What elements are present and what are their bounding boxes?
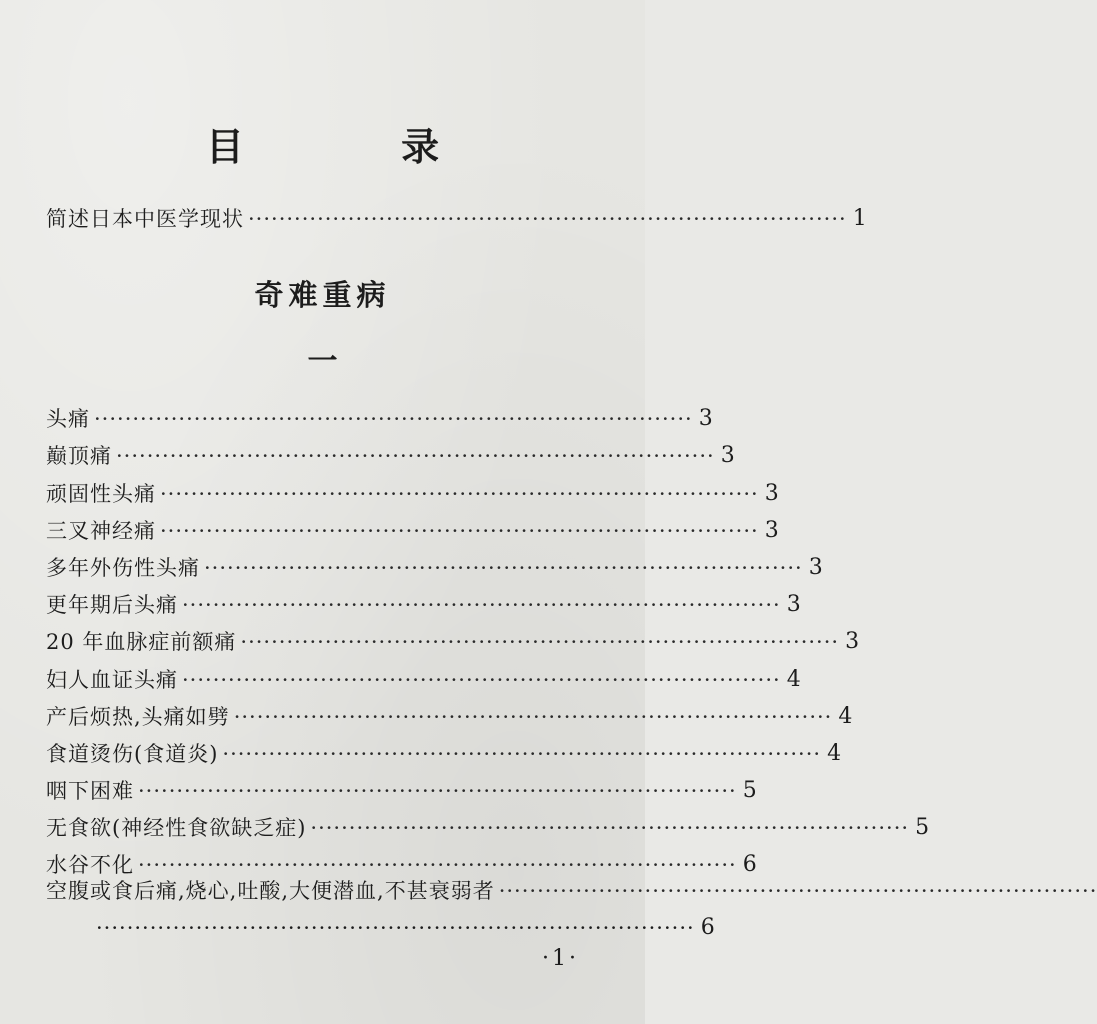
dot-leader: ·············································································· (310, 816, 910, 840)
toc-entry-label: 巅顶痛 (46, 444, 112, 468)
toc-entry[interactable] (46, 770, 757, 806)
toc-entry-label: 头痛 (46, 407, 90, 431)
toc-page-number: 3 (720, 443, 735, 468)
toc-page-number: 1 (852, 206, 867, 231)
toc-entry[interactable] (46, 696, 853, 732)
toc-entry-label: 20 年血脉症前额痛 (46, 630, 237, 654)
toc-entry-label: 妇人血证头痛 (46, 668, 178, 692)
toc-entry[interactable] (46, 435, 735, 471)
toc-page-number: 3 (786, 592, 801, 617)
toc-entry-continuation[interactable] (96, 904, 715, 940)
toc-entry-multiline[interactable] (46, 870, 1097, 906)
toc-entry[interactable] (46, 398, 713, 434)
dot-leader: ·············································································· (248, 207, 847, 231)
toc-entry-label: 三叉神经痛 (46, 519, 156, 543)
dot-leader: ·············································································· (182, 668, 781, 692)
toc-entry-label: 产后烦热,头痛如劈 (46, 705, 230, 729)
page-title: 目 录 (205, 124, 512, 169)
dot-leader: ·············································································· (233, 705, 833, 729)
toc-entry-label: 食道烫伤(食道炎) (46, 742, 219, 766)
toc-entry-label: 水谷不化 (46, 853, 134, 877)
toc-entry-label: 无食欲(神经性食欲缺乏症) (46, 816, 307, 840)
toc-entry-label: 简述日本中医学现状 (46, 207, 244, 231)
toc-page-number: 3 (845, 629, 860, 654)
toc-entry[interactable] (46, 807, 930, 843)
toc-entry[interactable] (46, 659, 801, 695)
section-number: 一 (307, 344, 338, 379)
toc-page-number: 6 (742, 852, 757, 877)
toc-entry-label: 多年外伤性头痛 (46, 556, 200, 580)
dot-leader: ·············································································· (138, 853, 737, 877)
dot-leader: ·············································································· (182, 593, 781, 617)
toc-page-number: 5 (742, 778, 757, 803)
toc-page-number: 4 (838, 704, 853, 729)
dot-leader: ·············································································· (116, 444, 715, 468)
toc-entry[interactable] (46, 547, 823, 583)
toc-entry-label: 更年期后头痛 (46, 593, 178, 617)
dot-leader: ·············································································· (240, 630, 840, 654)
toc-entry-label: 顽固性头痛 (46, 482, 156, 506)
toc-entry[interactable] (46, 584, 801, 620)
dot-leader: ·············································································· (94, 407, 693, 431)
dot-leader: ·············································································· (160, 519, 759, 543)
toc-entry[interactable] (46, 473, 779, 509)
toc-entry-label: 空腹或食后痛,烧心,吐酸,大便潜血,不甚衰弱者 (46, 879, 495, 903)
toc-page-number: 3 (698, 406, 713, 431)
toc-page-number: 5 (915, 815, 930, 840)
dot-leader: ·············································································· (498, 879, 1097, 903)
toc-entry-label: 咽下困难 (46, 779, 134, 803)
toc-page-number: 4 (827, 741, 842, 766)
toc-entry[interactable] (46, 510, 779, 546)
toc-page-number: 4 (786, 667, 801, 692)
toc-entry[interactable] (46, 621, 860, 657)
dot-leader: ·············································································· (96, 916, 695, 940)
toc-page-number: 3 (808, 555, 823, 580)
page-folio: ·1· (542, 946, 579, 971)
dot-leader: ·············································································· (204, 556, 803, 580)
dot-leader: ·············································································· (160, 482, 759, 506)
toc-page-number: 3 (764, 481, 779, 506)
section-heading: 奇难重病 (254, 278, 391, 312)
toc-page-number: 6 (700, 915, 715, 940)
toc-page-number: 3 (764, 518, 779, 543)
toc-entry-preface[interactable] (46, 198, 867, 234)
toc-entry[interactable] (46, 733, 842, 769)
dot-leader: ·············································································· (138, 779, 737, 803)
dot-leader: ·············································································· (222, 742, 822, 766)
